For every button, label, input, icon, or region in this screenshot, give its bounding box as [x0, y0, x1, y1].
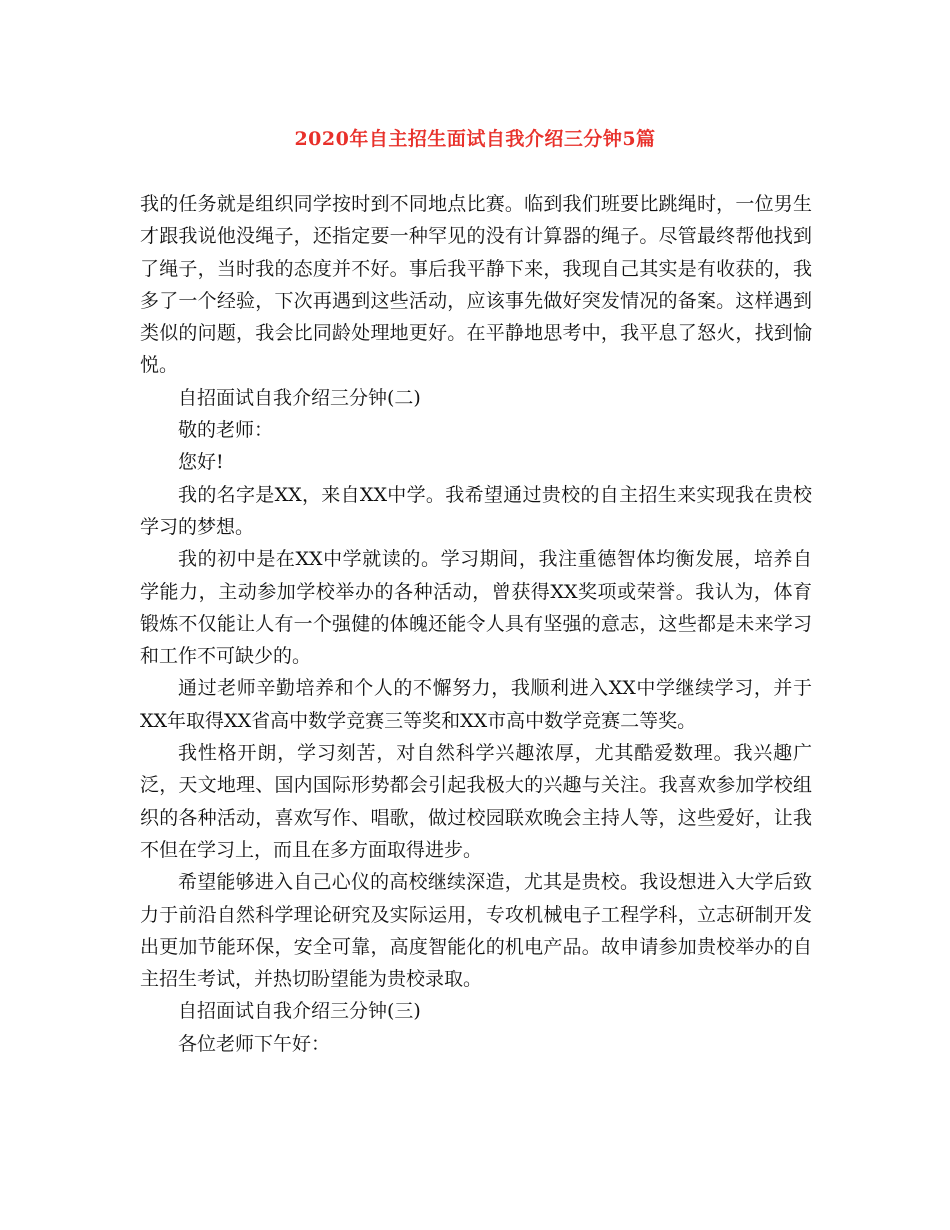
- paragraph-1: 我的任务就是组织同学按时到不同地点比赛。临到我们班要比跳绳时，一位男生才跟我说他没绳子，还指定要一种罕见的没有计算器的绳子。尽管最终帮他找到了绳子，当时我的态度并不好。事后我平静下来，我现自己其实是有收获的，我多了一个经验，下次再遇到这些活动，应该事先做好突发情况的备案。这样遇到类似的问题，我会比同龄处理地更好。在平静地思考中，我平息了怒火，找到愉悦。: [140, 193, 812, 377]
- paragraph-personality: 我性格开朗，学习刻苦，对自然科学兴趣浓厚，尤其酷爱数理。我兴趣广泛，天文地理、国内国际形势都会引起我极大的兴趣与关注。我喜欢参加学校组织的各种活动，喜欢写作、唱歌，做过校园联欢晚会主持人等，这些爱好，让我不但在学习上，而且在多方面取得进步。: [140, 742, 812, 861]
- greeting-salutation: 敬的老师：: [178, 419, 274, 442]
- greeting-afternoon: 各位老师下午好：: [178, 1032, 331, 1055]
- paragraph-aspiration: 希望能够进入自己心仪的高校继续深造，尤其是贵校。我设想进入大学后致力于前沿自然科学理论研究及实际运用，专攻机械电子工程学科，立志研制开发出更加节能环保，安全可靠，高度智能化的机电产品。故申请参加贵校举办的自主招生考试，并热切盼望能为贵校录取。: [140, 871, 812, 991]
- greeting-hello: 您好!: [178, 451, 224, 474]
- section-heading-2: 自招面试自我介绍三分钟(二): [178, 386, 421, 409]
- paragraph-awards: 通过老师辛勤培养和个人的不懈努力，我顺利进入XX中学继续学习，并于XX年取得XX省高中数学竞赛三等奖和XX市高中数学竞赛二等奖。: [140, 677, 812, 732]
- paragraph-middle-school: 我的初中是在XX中学就读的。学习期间，我注重德智体均衡发展，培养自学能力，主动参加学校举办的各种活动，曾获得XX奖项或荣誉。我认为，体育锻炼不仅能让人有一个强健的体魄还能令人具有坚强的意志，这些都是未来学习和工作不可缺少的。: [140, 548, 812, 668]
- paragraph-intro: 我的名字是XX，来自XX中学。我希望通过贵校的自主招生来实现我在贵校学习的梦想。: [140, 483, 812, 538]
- section-heading-3: 自招面试自我介绍三分钟(三): [178, 1000, 421, 1023]
- document-title: 2020年自主招生面试自我介绍三分钟5篇: [294, 128, 656, 150]
- document-body: [140, 188, 812, 1060]
